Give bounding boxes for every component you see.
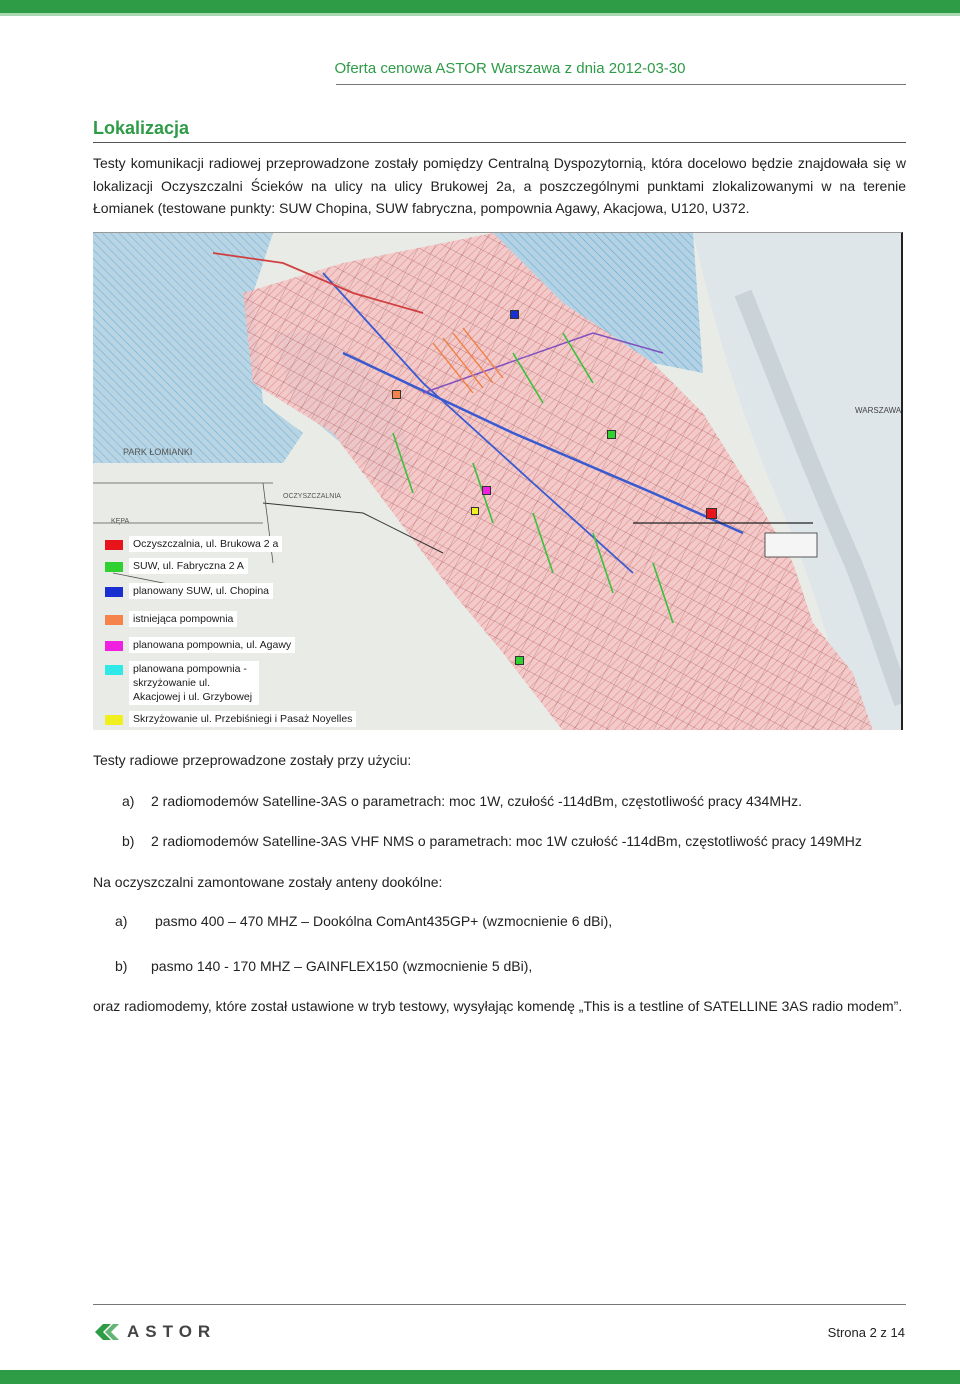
legend-label: planowana pompownia, ul. Agawy	[129, 637, 295, 653]
legend-item	[105, 661, 259, 705]
astor-logo-icon	[93, 1322, 121, 1342]
section-title: Lokalizacja	[93, 118, 190, 138]
tests-item-text: 2 radiomodemów Satelline-3AS VHF NMS o parametrach: moc 1W czułość -114dBm, częstotliwość pracy 149MHz	[151, 833, 862, 849]
astor-logo	[93, 1322, 216, 1342]
location-map	[93, 232, 903, 730]
legend-swatch	[105, 540, 123, 550]
footer-rule	[93, 1304, 906, 1305]
marker-agawy	[482, 486, 491, 495]
legend-item	[105, 536, 282, 552]
tests-intro: Testy radiowe przeprowadzone zostały przy użyciu:	[93, 752, 412, 768]
map-label-kepa: KĘPA	[111, 518, 130, 525]
map-label-park: PARK ŁOMIANKI	[123, 447, 193, 457]
legend-item	[105, 711, 356, 727]
legend-item	[105, 637, 295, 653]
legend-label: SUW, ul. Fabryczna 2 A	[129, 558, 248, 574]
marker-pompownia	[392, 390, 401, 399]
legend-label: Skrzyżowanie ul. Przebiśniegi i Pasaż Noyelles	[129, 711, 356, 727]
legend-label: planowana pompownia - skrzyżowanie ul. Akacjowej i ul. Grzybowej	[129, 661, 259, 705]
header-title: Oferta cenowa ASTOR Warszawa z dnia 2012-03-30	[334, 60, 686, 77]
astor-logo-text: ASTOR	[127, 1322, 217, 1341]
final-paragraph: oraz radiomodemy, które został ustawione w tryb testowy, wysyłając komendę „This is a testline of SATELLINE 3AS radio modem”.	[93, 998, 903, 1014]
legend-swatch	[105, 641, 123, 651]
bottom-decor-bar	[0, 1370, 960, 1384]
top-decor-bar	[0, 0, 960, 13]
legend-swatch	[105, 715, 123, 725]
top-accent-bar	[0, 13, 960, 16]
antennas-item-marker: b)	[115, 958, 128, 974]
map-drawing	[93, 233, 903, 730]
legend-label: Oczyszczalnia, ul. Brukowa 2 a	[129, 536, 282, 552]
page-number: Strona 2 z 14	[827, 1325, 905, 1340]
intro-paragraph: Testy komunikacji radiowej przeprowadzone zostały pomiędzy Centralną Dyspozytornią, która docelowo będzie znajdowała się w lokalizacji Oczyszczalni Ścieków na ulicy na ulicy Brukowej 2a, a poszczególnymi punktami zlokalizowanymi w na terenie Łomianek (testowane punkty: SUW Chopina, SUW fabryczna, pompownia Agawy, Akacjowa, U120, U372.	[93, 155, 906, 216]
marker-oczyszczalnia	[706, 508, 717, 519]
legend-item	[105, 583, 273, 599]
tests-item-marker: a)	[122, 793, 135, 809]
map-label-oczyszczalnia: OCZYSZCZALNIA	[283, 493, 341, 500]
antennas-intro: Na oczyszczalni zamontowane zostały anteny dookólne:	[93, 874, 443, 890]
antennas-item-marker: a)	[115, 913, 128, 929]
antennas-item-text: pasmo 400 – 470 MHZ – Dookólna ComAnt435GP+ (wzmocnienie 6 dBi),	[155, 913, 613, 929]
header-rule	[336, 84, 906, 85]
marker-suw-fabryczna-2	[515, 656, 524, 665]
section-rule	[93, 142, 906, 143]
marker-suw-chopina	[510, 310, 519, 319]
legend-swatch	[105, 587, 123, 597]
legend-label: planowany SUW, ul. Chopina	[129, 583, 273, 599]
marker-yellow	[471, 507, 479, 515]
legend-swatch	[105, 665, 123, 675]
antennas-item-text: pasmo 140 - 170 MHZ – GAINFLEX150 (wzmocnienie 5 dBi),	[151, 958, 533, 974]
marker-suw-fabryczna	[607, 430, 616, 439]
legend-swatch	[105, 615, 123, 625]
legend-item	[105, 611, 237, 627]
tests-item-marker: b)	[122, 833, 135, 849]
tests-item-text: 2 radiomodemów Satelline-3AS o parametrach: moc 1W, czułość -114dBm, częstotliwość pracy 434MHz.	[151, 793, 803, 809]
legend-item	[105, 558, 248, 574]
map-label-warszawa: WARSZAWA	[855, 406, 902, 415]
legend-swatch	[105, 562, 123, 572]
legend-label: istniejąca pompownia	[129, 611, 237, 627]
